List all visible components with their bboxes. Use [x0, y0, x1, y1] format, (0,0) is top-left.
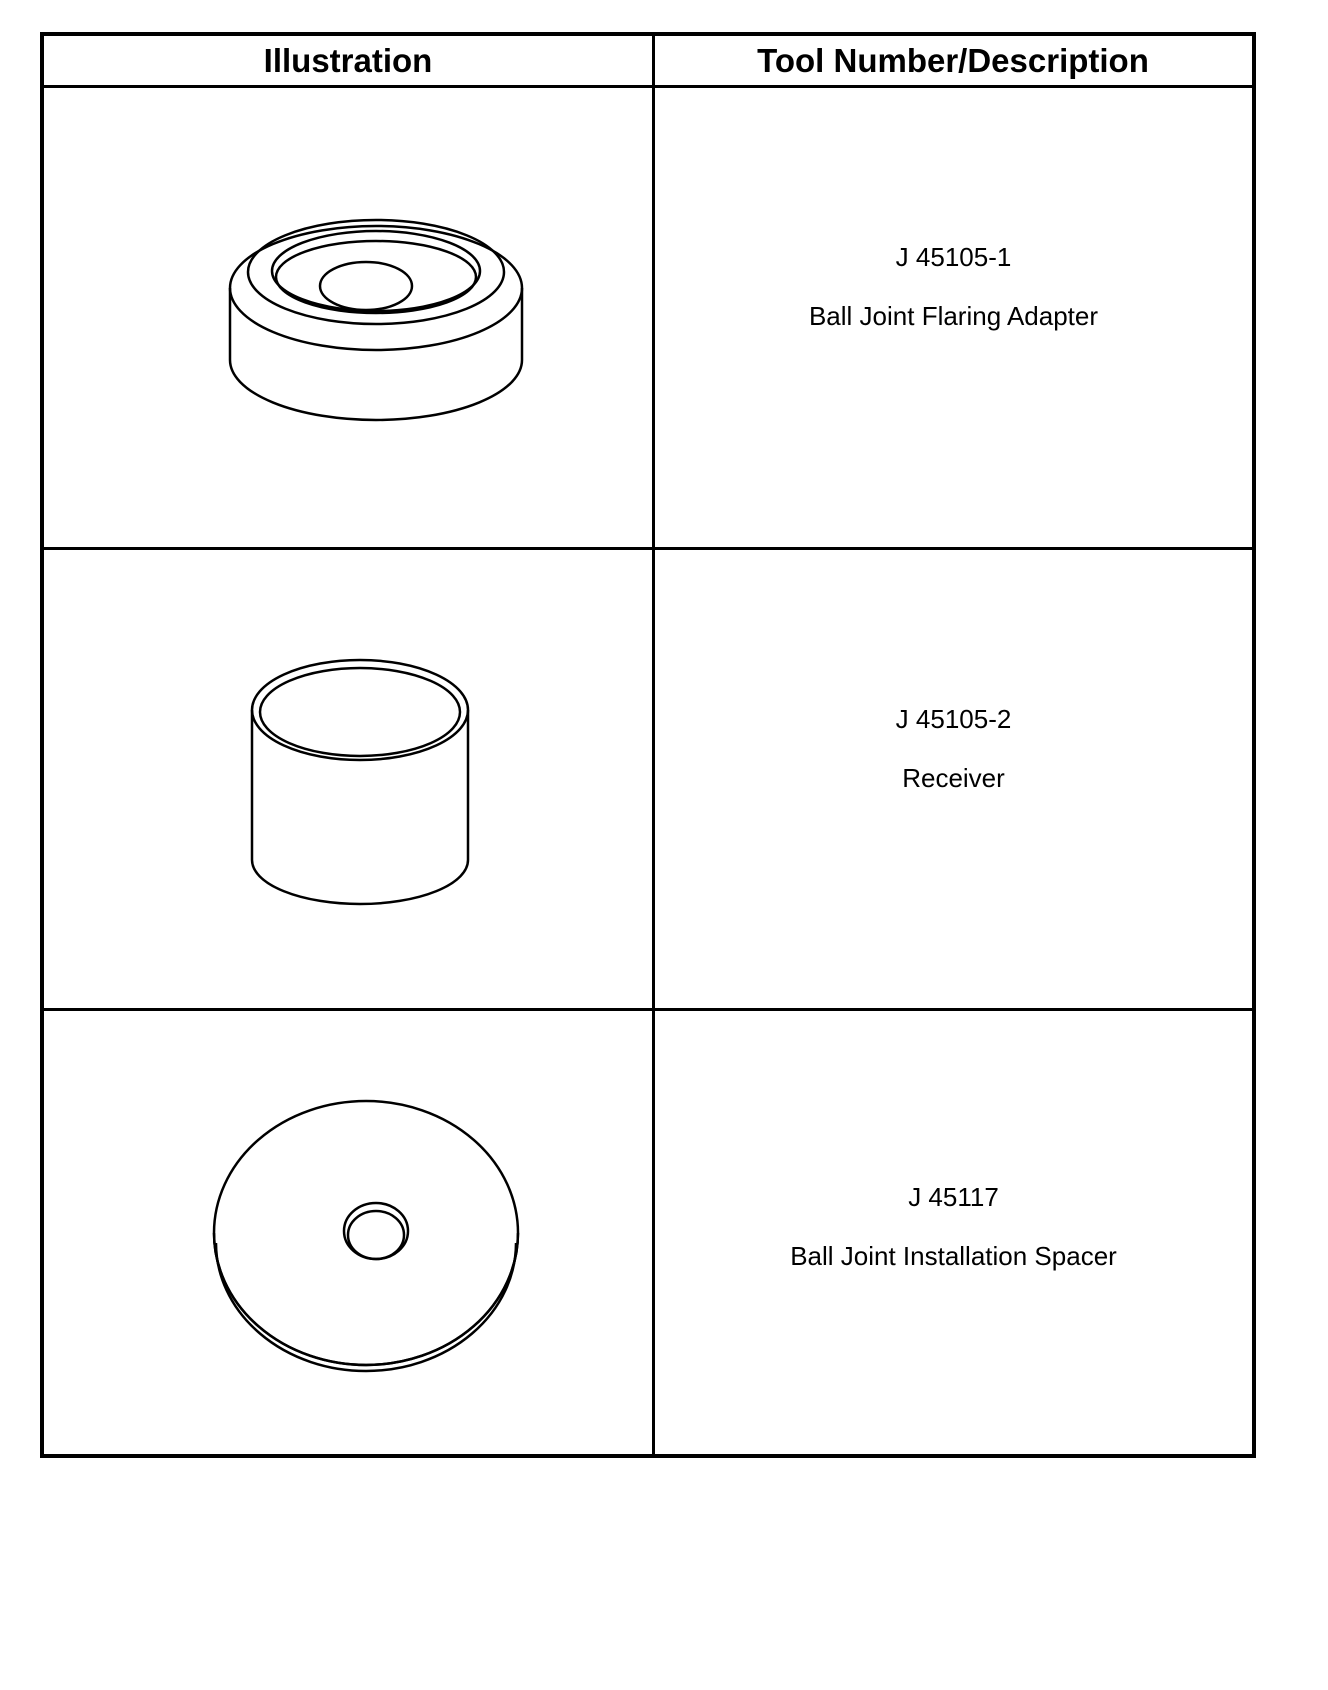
description-cell: [655, 550, 1252, 1008]
table-header-row: [44, 36, 1252, 88]
header-tool-number-description: Tool Number/Description: [757, 42, 1149, 79]
table-row: [44, 1011, 1252, 1454]
table-row: [44, 88, 1252, 550]
column-divider: [652, 36, 655, 1454]
tool-number: J 45105-1: [895, 242, 1012, 272]
tool-description: Receiver: [902, 763, 1005, 793]
tool-table: [40, 32, 1256, 1458]
spacer-disc-icon: [44, 1011, 652, 1454]
illustration-cell: [44, 550, 652, 1008]
table-row: [44, 550, 1252, 1011]
tool-number: J 45117: [908, 1182, 999, 1212]
flaring-adapter-icon: [44, 88, 652, 550]
description-cell: [655, 1011, 1252, 1454]
receiver-cup-icon: [44, 550, 652, 1011]
tool-description: Ball Joint Installation Spacer: [790, 1241, 1117, 1271]
tool-description: Ball Joint Flaring Adapter: [808, 301, 1099, 331]
header-illustration: Illustration: [263, 42, 433, 79]
illustration-cell: [44, 1011, 652, 1454]
illustration-cell: [44, 88, 652, 547]
description-cell: [655, 88, 1252, 547]
tool-number: J 45105-2: [895, 704, 1012, 734]
